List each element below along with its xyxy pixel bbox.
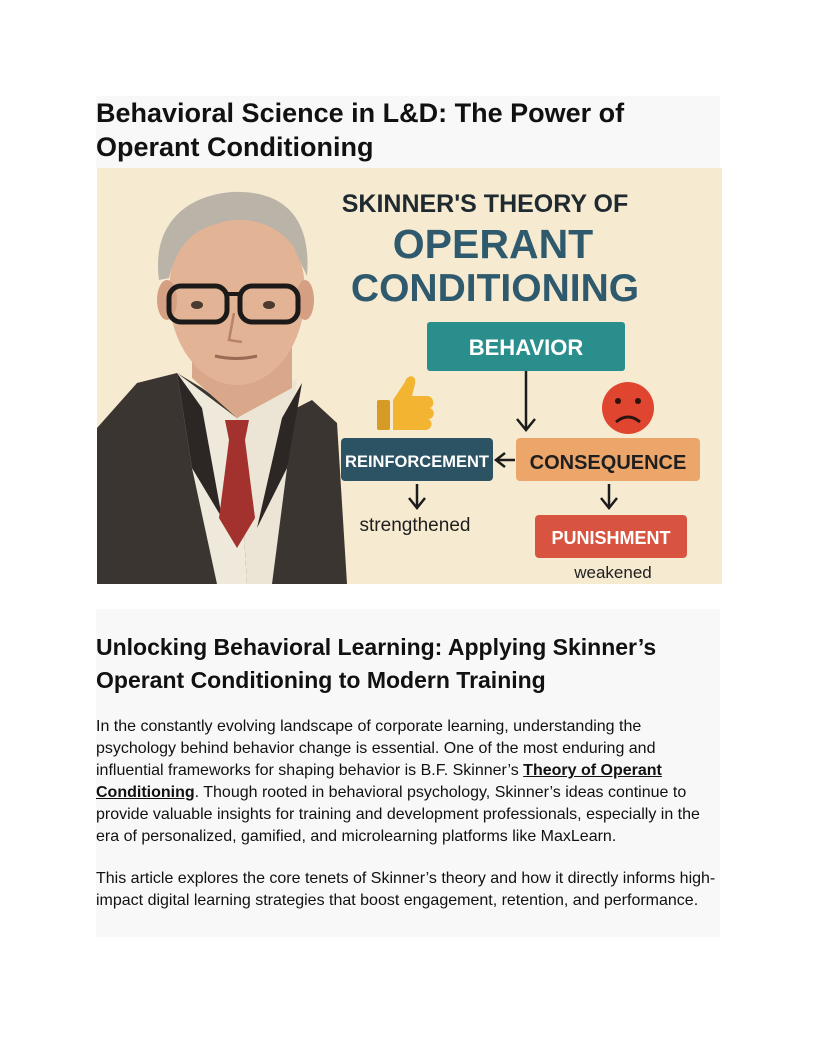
- page-title: Behavioral Science in L&D: The Power of Operant Conditioning: [96, 98, 625, 162]
- intro-text-before: In the constantly evolving landscape of corporate learning, understanding the psychology behind behavior change is essential. One of the most enduring and influential frameworks for shaping behavior is B.F. Skinner’s: [96, 718, 656, 779]
- article-block: [96, 609, 720, 937]
- sad-face-icon: [602, 382, 654, 434]
- thumbs-up-icon: [377, 376, 434, 430]
- overview-paragraph: This article explores the core tenets of Skinner’s theory and how it directly informs high-impact digital learning strategies that boost engagement, retention, and performance.: [96, 870, 716, 909]
- theory-link[interactable]: Theory of Operant Conditioning: [96, 762, 662, 801]
- operant-conditioning-infographic: [97, 168, 722, 584]
- weakened-label: weakened: [574, 563, 652, 582]
- section-heading: Unlocking Behavioral Learning: Applying Skinner’s Operant Conditioning to Modern Training: [96, 634, 657, 693]
- title-line-1: OPERANT: [392, 221, 594, 267]
- strengthened-label: strengthened: [359, 515, 471, 536]
- kicker-text: SKINNER'S THEORY OF: [341, 190, 629, 218]
- intro-text-after: . Though rooted in behavioral psychology, Skinner’s ideas continue to provide valuable insights for training and development professionals, especially in the era of personalized, gamified, and microlearning platforms like MaxLearn.: [96, 784, 700, 845]
- skinner-portrait: [97, 192, 347, 584]
- punishment-label: PUNISHMENT: [551, 528, 671, 548]
- infographic-canvas: [97, 168, 722, 584]
- title-block: [96, 96, 720, 168]
- reinforcement-label: REINFORCEMENT: [345, 453, 489, 471]
- intro-paragraph: [96, 716, 720, 848]
- title-line-2: CONDITIONING: [350, 267, 640, 310]
- behavior-label: BEHAVIOR: [468, 335, 584, 360]
- consequence-label: CONSEQUENCE: [529, 452, 687, 474]
